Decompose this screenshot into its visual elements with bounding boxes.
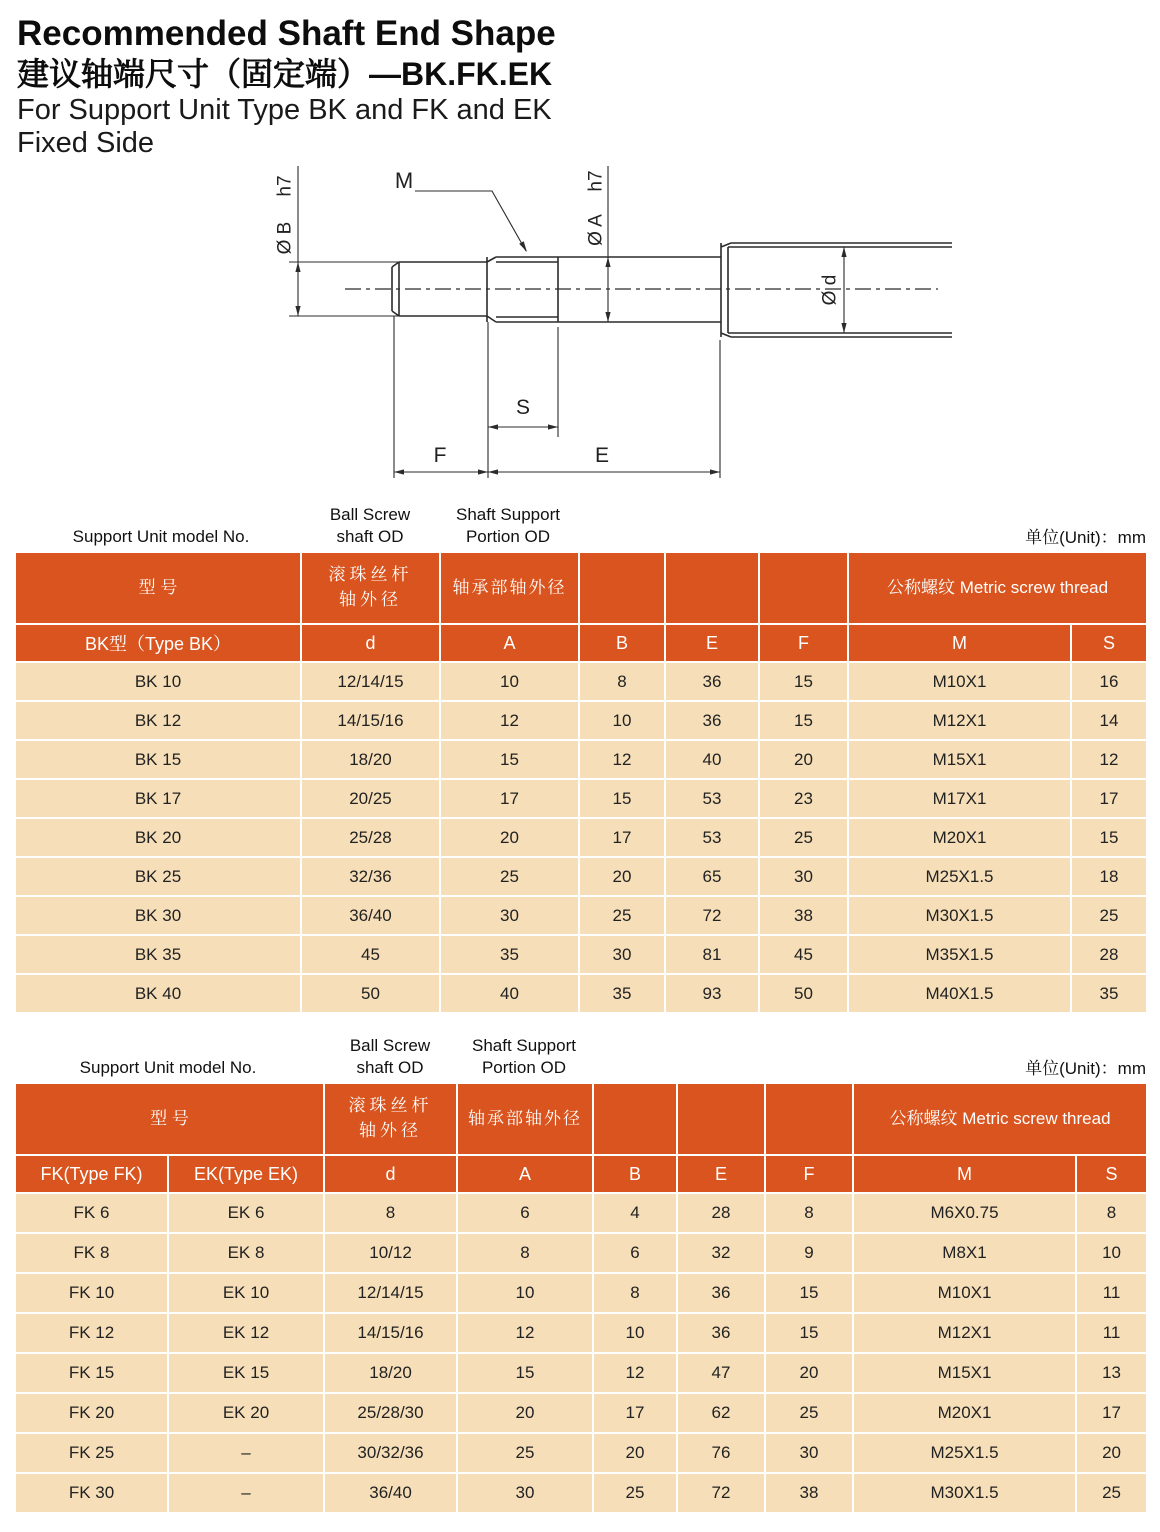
table-cell: 30 bbox=[759, 857, 848, 896]
table-cell: 15 bbox=[765, 1273, 853, 1313]
table-cell: BK 12 bbox=[15, 701, 301, 740]
table-cell: 17 bbox=[579, 818, 665, 857]
table-cell: M30X1.5 bbox=[848, 896, 1071, 935]
table-cell: 25 bbox=[1076, 1473, 1147, 1513]
table-cell: 15 bbox=[765, 1313, 853, 1353]
table-row bbox=[15, 1193, 1147, 1233]
table-cell: 20 bbox=[765, 1353, 853, 1393]
table-cell: 30 bbox=[440, 896, 579, 935]
table-cell: 15 bbox=[759, 701, 848, 740]
table-cell: 10 bbox=[1076, 1233, 1147, 1273]
table-cell: 20 bbox=[579, 857, 665, 896]
table-cell: M25X1.5 bbox=[848, 857, 1071, 896]
table-cell: 8 bbox=[457, 1233, 593, 1273]
label-dim-e: E bbox=[594, 444, 610, 467]
table-cell: EK 15 bbox=[168, 1353, 324, 1393]
column-header: B bbox=[579, 624, 665, 662]
table-cell: 12 bbox=[1071, 740, 1147, 779]
table-row bbox=[15, 818, 1147, 857]
column-header: E bbox=[677, 1155, 765, 1193]
column-header bbox=[665, 552, 759, 624]
table-cell: 36/40 bbox=[324, 1473, 457, 1513]
table-cell: 62 bbox=[677, 1393, 765, 1433]
table-cell: FK 20 bbox=[15, 1393, 168, 1433]
table-cell: 15 bbox=[759, 662, 848, 701]
table-cell: EK 20 bbox=[168, 1393, 324, 1433]
table-cell: 17 bbox=[593, 1393, 677, 1433]
table-row bbox=[15, 701, 1147, 740]
table-cell: M25X1.5 bbox=[853, 1433, 1076, 1473]
table-row bbox=[15, 896, 1147, 935]
table-cell: FK 10 bbox=[15, 1273, 168, 1313]
table-cell: 53 bbox=[665, 779, 759, 818]
table-cell: EK 6 bbox=[168, 1193, 324, 1233]
column-header: S bbox=[1071, 624, 1147, 662]
table-cell: BK 30 bbox=[15, 896, 301, 935]
table-cell: 45 bbox=[759, 935, 848, 974]
table-row bbox=[15, 1473, 1147, 1513]
unit-caption: 单位(Unit)：mm bbox=[1025, 1059, 1146, 1078]
table-cell: EK 12 bbox=[168, 1313, 324, 1353]
table-cell: M8X1 bbox=[853, 1233, 1076, 1273]
table-cell: 50 bbox=[301, 974, 440, 1013]
column-header: 公称螺纹 Metric screw thread bbox=[848, 552, 1147, 624]
table-cell: M30X1.5 bbox=[853, 1473, 1076, 1513]
table-cell: 14 bbox=[1071, 701, 1147, 740]
page-subtitle-line2: Fixed Side bbox=[17, 127, 155, 160]
table-cell: 76 bbox=[677, 1433, 765, 1473]
bk-header-row-1 bbox=[15, 552, 1147, 624]
label-dia-b: Ø B bbox=[274, 221, 296, 255]
column-header: 型 号 bbox=[15, 552, 301, 624]
table-cell: 12 bbox=[579, 740, 665, 779]
table-cell: FK 12 bbox=[15, 1313, 168, 1353]
table-cell: 36/40 bbox=[301, 896, 440, 935]
label-fit-a: h7 bbox=[585, 170, 607, 192]
table-cell: 36 bbox=[677, 1273, 765, 1313]
table-cell: 25 bbox=[579, 896, 665, 935]
column-header: S bbox=[1076, 1155, 1147, 1193]
table-cell: 17 bbox=[1076, 1393, 1147, 1433]
table-cell: 30 bbox=[457, 1473, 593, 1513]
table-cell: 36 bbox=[677, 1313, 765, 1353]
column-header: EK(Type EK) bbox=[168, 1155, 324, 1193]
table-cell: 18/20 bbox=[324, 1353, 457, 1393]
table-row bbox=[15, 1393, 1147, 1433]
table-cell: EK 10 bbox=[168, 1273, 324, 1313]
table-cell: FK 15 bbox=[15, 1353, 168, 1393]
table-cell: M12X1 bbox=[853, 1313, 1076, 1353]
table-cell: 25 bbox=[765, 1393, 853, 1433]
table-cell: 40 bbox=[665, 740, 759, 779]
table-cell: EK 8 bbox=[168, 1233, 324, 1273]
table-cell: FK 30 bbox=[15, 1473, 168, 1513]
table-cell: 8 bbox=[593, 1273, 677, 1313]
table-cell: 10 bbox=[457, 1273, 593, 1313]
table-row bbox=[15, 1233, 1147, 1273]
table-cell: M40X1.5 bbox=[848, 974, 1071, 1013]
dimension-arrowheads bbox=[295, 241, 846, 474]
table-row bbox=[15, 1433, 1147, 1473]
table-cell: FK 25 bbox=[15, 1433, 168, 1473]
bk-table-section bbox=[14, 497, 1146, 1014]
table-row bbox=[15, 857, 1147, 896]
table-cell: 10 bbox=[579, 701, 665, 740]
table-cell: M10X1 bbox=[848, 662, 1071, 701]
column-header: A bbox=[440, 624, 579, 662]
table-cell: 32/36 bbox=[301, 857, 440, 896]
table-cell: BK 35 bbox=[15, 935, 301, 974]
table-cell: M12X1 bbox=[848, 701, 1071, 740]
table-cell: 16 bbox=[1071, 662, 1147, 701]
column-header bbox=[593, 1083, 677, 1155]
table-cell: 11 bbox=[1076, 1273, 1147, 1313]
table-cell: 81 bbox=[665, 935, 759, 974]
table-cell: 12/14/15 bbox=[324, 1273, 457, 1313]
table-cell: 8 bbox=[1076, 1193, 1147, 1233]
model-no-caption: Support Unit model No. bbox=[72, 526, 250, 546]
table-cell: M15X1 bbox=[853, 1353, 1076, 1393]
table-cell: 38 bbox=[765, 1473, 853, 1513]
shaft-support-od-caption: Shaft Support Portion OD bbox=[472, 1035, 576, 1077]
table-cell: 17 bbox=[440, 779, 579, 818]
table-cell: M20X1 bbox=[848, 818, 1071, 857]
column-header: BK型（Type BK） bbox=[15, 624, 301, 662]
table-cell: 25/28 bbox=[301, 818, 440, 857]
table-cell: 30 bbox=[765, 1433, 853, 1473]
table-cell: 20 bbox=[457, 1393, 593, 1433]
table-cell: 8 bbox=[324, 1193, 457, 1233]
column-header: F bbox=[765, 1155, 853, 1193]
table-cell: 17 bbox=[1071, 779, 1147, 818]
column-header: 滚珠丝杆 轴外径 bbox=[301, 552, 440, 624]
table-cell: 25 bbox=[457, 1433, 593, 1473]
table-cell: 10 bbox=[440, 662, 579, 701]
table-cell: 20 bbox=[759, 740, 848, 779]
table-cell: 20 bbox=[1076, 1433, 1147, 1473]
table-cell: BK 17 bbox=[15, 779, 301, 818]
bk-table-captions bbox=[14, 497, 1146, 551]
page-title-chinese: 建议轴端尺寸（固定端）—BK.FK.EK bbox=[17, 55, 553, 92]
table-cell: 18/20 bbox=[301, 740, 440, 779]
unit-caption: 单位(Unit)：mm bbox=[1025, 528, 1146, 547]
column-header bbox=[765, 1083, 853, 1155]
table-cell: 38 bbox=[759, 896, 848, 935]
column-header bbox=[579, 552, 665, 624]
table-cell: 28 bbox=[677, 1193, 765, 1233]
table-cell: 12 bbox=[593, 1353, 677, 1393]
table-cell: 36 bbox=[665, 662, 759, 701]
column-header: FK(Type FK) bbox=[15, 1155, 168, 1193]
table-cell: M15X1 bbox=[848, 740, 1071, 779]
table-cell: 72 bbox=[677, 1473, 765, 1513]
table-cell: 13 bbox=[1076, 1353, 1147, 1393]
fk-table-captions bbox=[14, 1028, 1146, 1082]
column-header: d bbox=[301, 624, 440, 662]
model-no-caption: Support Unit model No. bbox=[79, 1057, 257, 1077]
column-header: E bbox=[665, 624, 759, 662]
table-row bbox=[15, 935, 1147, 974]
column-header: M bbox=[853, 1155, 1076, 1193]
table-cell: M6X0.75 bbox=[853, 1193, 1076, 1233]
table-cell: FK 6 bbox=[15, 1193, 168, 1233]
table-cell: 14/15/16 bbox=[301, 701, 440, 740]
table-cell: 20 bbox=[593, 1433, 677, 1473]
table-cell: 4 bbox=[593, 1193, 677, 1233]
table-cell: 15 bbox=[457, 1353, 593, 1393]
table-cell: BK 25 bbox=[15, 857, 301, 896]
table-cell: M35X1.5 bbox=[848, 935, 1071, 974]
fk-table-body bbox=[15, 1193, 1147, 1513]
label-dia-d: Ø d bbox=[819, 274, 841, 306]
table-cell: 35 bbox=[440, 935, 579, 974]
table-cell: 32 bbox=[677, 1233, 765, 1273]
table-cell: 30 bbox=[579, 935, 665, 974]
table-cell: 10/12 bbox=[324, 1233, 457, 1273]
table-cell: 12 bbox=[457, 1313, 593, 1353]
table-cell: 20 bbox=[440, 818, 579, 857]
bk-header-row-2 bbox=[15, 624, 1147, 662]
table-row bbox=[15, 1313, 1147, 1353]
label-thread-m: M bbox=[394, 168, 414, 193]
column-header: F bbox=[759, 624, 848, 662]
table-row bbox=[15, 662, 1147, 701]
bk-dimension-table bbox=[14, 551, 1148, 1014]
table-cell: 10 bbox=[593, 1313, 677, 1353]
column-header: 型 号 bbox=[15, 1083, 324, 1155]
table-cell: 9 bbox=[765, 1233, 853, 1273]
shaft-outline bbox=[392, 243, 952, 337]
table-cell: 20/25 bbox=[301, 779, 440, 818]
table-row bbox=[15, 740, 1147, 779]
shaft-support-od-caption: Shaft Support Portion OD bbox=[456, 504, 560, 546]
table-cell: – bbox=[168, 1433, 324, 1473]
table-cell: 6 bbox=[593, 1233, 677, 1273]
table-row bbox=[15, 1273, 1147, 1313]
table-cell: 53 bbox=[665, 818, 759, 857]
table-cell: 36 bbox=[665, 701, 759, 740]
column-header: d bbox=[324, 1155, 457, 1193]
table-cell: 45 bbox=[301, 935, 440, 974]
table-cell: 11 bbox=[1076, 1313, 1147, 1353]
table-cell: 72 bbox=[665, 896, 759, 935]
table-cell: 30/32/36 bbox=[324, 1433, 457, 1473]
table-cell: 50 bbox=[759, 974, 848, 1013]
table-cell: 40 bbox=[440, 974, 579, 1013]
fk-dimension-table bbox=[14, 1082, 1148, 1514]
table-cell: 14/15/16 bbox=[324, 1313, 457, 1353]
table-cell: BK 20 bbox=[15, 818, 301, 857]
column-header: A bbox=[457, 1155, 593, 1193]
table-cell: BK 40 bbox=[15, 974, 301, 1013]
table-cell: M20X1 bbox=[853, 1393, 1076, 1433]
column-header bbox=[759, 552, 848, 624]
page-title: Recommended Shaft End Shape bbox=[17, 14, 556, 53]
table-cell: 25 bbox=[440, 857, 579, 896]
table-cell: 28 bbox=[1071, 935, 1147, 974]
table-row bbox=[15, 974, 1147, 1013]
column-header: 公称螺纹 Metric screw thread bbox=[853, 1083, 1147, 1155]
table-cell: 93 bbox=[665, 974, 759, 1013]
table-cell: 8 bbox=[579, 662, 665, 701]
label-dia-a: Ø A bbox=[585, 214, 607, 246]
shaft-end-drawing bbox=[0, 0, 1000, 500]
table-cell: 8 bbox=[765, 1193, 853, 1233]
table-cell: M17X1 bbox=[848, 779, 1071, 818]
column-header bbox=[677, 1083, 765, 1155]
column-header: 滚珠丝杆 轴外径 bbox=[324, 1083, 457, 1155]
page-subtitle-line1: For Support Unit Type BK and FK and EK bbox=[17, 93, 552, 126]
table-row bbox=[15, 1353, 1147, 1393]
bk-table-body bbox=[15, 662, 1147, 1013]
ball-screw-od-caption: Ball Screw shaft OD bbox=[349, 1035, 431, 1077]
table-cell: 6 bbox=[457, 1193, 593, 1233]
table-cell: BK 15 bbox=[15, 740, 301, 779]
table-cell: 47 bbox=[677, 1353, 765, 1393]
fk-header-row-1 bbox=[15, 1083, 1147, 1155]
table-cell: FK 8 bbox=[15, 1233, 168, 1273]
table-cell: M10X1 bbox=[853, 1273, 1076, 1313]
column-header: 轴承部轴外径 bbox=[440, 552, 579, 624]
table-cell: 15 bbox=[579, 779, 665, 818]
column-header: M bbox=[848, 624, 1071, 662]
table-cell: 25 bbox=[759, 818, 848, 857]
table-cell: 25 bbox=[593, 1473, 677, 1513]
table-cell: 18 bbox=[1071, 857, 1147, 896]
table-cell: 15 bbox=[440, 740, 579, 779]
table-row bbox=[15, 779, 1147, 818]
column-header: B bbox=[593, 1155, 677, 1193]
fk-header-row-2 bbox=[15, 1155, 1147, 1193]
column-header: 轴承部轴外径 bbox=[457, 1083, 593, 1155]
table-cell: 65 bbox=[665, 857, 759, 896]
label-dim-s: S bbox=[515, 396, 531, 419]
table-cell: 25 bbox=[1071, 896, 1147, 935]
table-cell: 12/14/15 bbox=[301, 662, 440, 701]
table-cell: 15 bbox=[1071, 818, 1147, 857]
table-cell: – bbox=[168, 1473, 324, 1513]
table-cell: 12 bbox=[440, 701, 579, 740]
label-dim-f: F bbox=[433, 444, 447, 467]
fk-table-section bbox=[14, 1028, 1146, 1514]
label-fit-b: h7 bbox=[274, 175, 296, 197]
ball-screw-od-caption: Ball Screw shaft OD bbox=[329, 504, 411, 546]
table-cell: BK 10 bbox=[15, 662, 301, 701]
table-cell: 35 bbox=[1071, 974, 1147, 1013]
table-cell: 23 bbox=[759, 779, 848, 818]
table-cell: 25/28/30 bbox=[324, 1393, 457, 1433]
table-cell: 35 bbox=[579, 974, 665, 1013]
